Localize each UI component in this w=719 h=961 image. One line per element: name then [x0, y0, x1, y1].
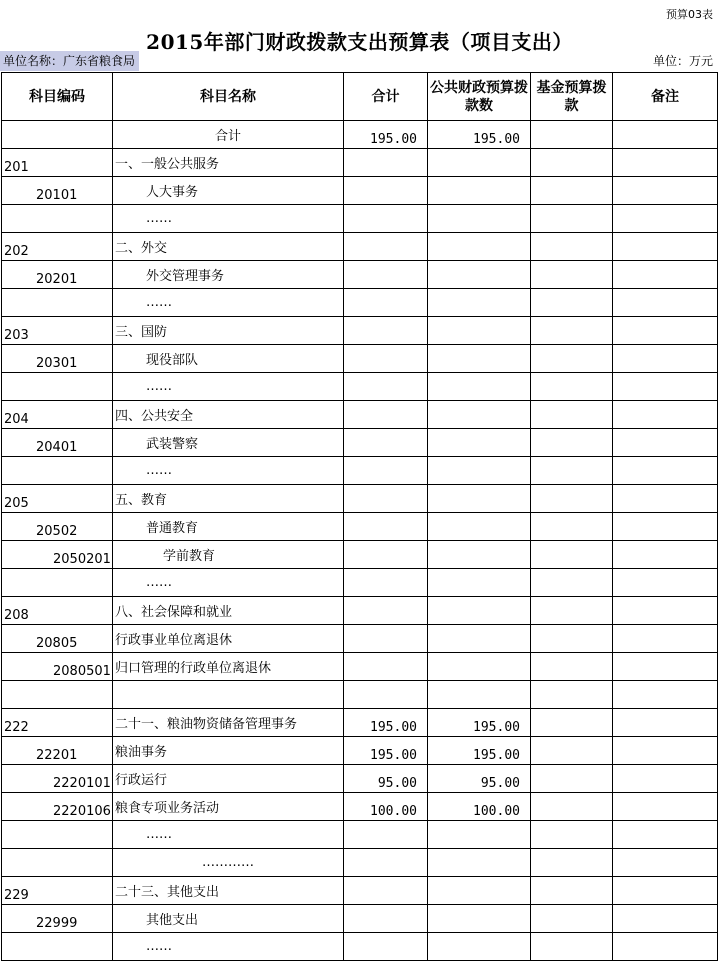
row-note-cell — [613, 681, 718, 709]
row-code-cell: 20301 — [2, 345, 113, 373]
row-code-cell: 222 — [2, 709, 113, 737]
row-total-cell — [344, 877, 428, 905]
row-public-cell — [428, 457, 531, 485]
row-name-cell: …… — [113, 205, 344, 233]
row-total-cell: 195.00 — [344, 121, 428, 149]
row-public-cell — [428, 429, 531, 457]
row-fund-cell — [531, 905, 613, 933]
table-row — [2, 317, 718, 345]
row-note-cell — [613, 261, 718, 289]
row-name-cell: …… — [113, 373, 344, 401]
row-public-cell — [428, 317, 531, 345]
row-public-cell — [428, 485, 531, 513]
row-total-cell — [344, 569, 428, 597]
table-row — [2, 177, 718, 205]
row-fund-cell — [531, 261, 613, 289]
unit-name: 单位名称：广东省粮食局 — [0, 51, 139, 71]
row-code-cell: 208 — [2, 597, 113, 625]
row-total-cell — [344, 653, 428, 681]
row-name-cell: 八、社会保障和就业 — [113, 597, 344, 625]
row-note-cell — [613, 625, 718, 653]
row-total-cell — [344, 541, 428, 569]
table-body — [2, 121, 718, 961]
row-name-cell: 行政运行 — [113, 765, 344, 793]
row-total-cell — [344, 401, 428, 429]
row-code-cell: 201 — [2, 149, 113, 177]
row-name-cell: 一、一般公共服务 — [113, 149, 344, 177]
row-name-cell: 二、外交 — [113, 233, 344, 261]
row-total-cell — [344, 625, 428, 653]
row-note-cell — [613, 233, 718, 261]
row-fund-cell — [531, 345, 613, 373]
row-note-cell — [613, 821, 718, 849]
row-public-cell — [428, 205, 531, 233]
row-code-cell: 203 — [2, 317, 113, 345]
table-row — [2, 289, 718, 317]
table-row — [2, 541, 718, 569]
row-name-cell: 行政事业单位离退休 — [113, 625, 344, 653]
row-note-cell — [613, 401, 718, 429]
row-total-cell — [344, 933, 428, 961]
row-name-cell — [113, 681, 344, 709]
row-note-cell — [613, 737, 718, 765]
row-total-cell — [344, 373, 428, 401]
header-name: 科目名称 — [113, 73, 344, 121]
row-total-cell — [344, 457, 428, 485]
row-fund-cell — [531, 709, 613, 737]
table-row — [2, 401, 718, 429]
row-note-cell — [613, 541, 718, 569]
row-fund-cell — [531, 289, 613, 317]
row-note-cell — [613, 569, 718, 597]
row-fund-cell — [531, 877, 613, 905]
row-total-cell — [344, 317, 428, 345]
row-note-cell — [613, 121, 718, 149]
row-note-cell — [613, 849, 718, 877]
row-code-cell: 2050201 — [2, 541, 113, 569]
row-code-cell — [2, 849, 113, 877]
row-code-cell: 229 — [2, 877, 113, 905]
row-total-cell — [344, 905, 428, 933]
row-public-cell: 195.00 — [428, 121, 531, 149]
row-public-cell — [428, 653, 531, 681]
row-fund-cell — [531, 317, 613, 345]
row-name-cell: …… — [113, 569, 344, 597]
row-note-cell — [613, 317, 718, 345]
table-row — [2, 793, 718, 821]
row-public-cell — [428, 877, 531, 905]
table-row — [2, 429, 718, 457]
row-code-cell: 205 — [2, 485, 113, 513]
row-public-cell — [428, 597, 531, 625]
row-public-cell — [428, 345, 531, 373]
row-public-cell — [428, 513, 531, 541]
row-total-cell — [344, 205, 428, 233]
row-note-cell — [613, 345, 718, 373]
row-public-cell — [428, 401, 531, 429]
row-code-cell — [2, 205, 113, 233]
table-row — [2, 485, 718, 513]
table-row — [2, 205, 718, 233]
row-public-cell — [428, 625, 531, 653]
form-number: 预算03表 — [666, 8, 713, 21]
row-name-cell: 三、国防 — [113, 317, 344, 345]
table-row — [2, 625, 718, 653]
row-fund-cell — [531, 681, 613, 709]
table-row — [2, 849, 718, 877]
row-name-cell: 五、教育 — [113, 485, 344, 513]
row-total-cell — [344, 289, 428, 317]
row-note-cell — [613, 793, 718, 821]
row-total-cell — [344, 261, 428, 289]
row-public-cell: 195.00 — [428, 709, 531, 737]
row-total-cell — [344, 681, 428, 709]
row-total-cell: 195.00 — [344, 709, 428, 737]
row-name-cell: 粮食专项业务活动 — [113, 793, 344, 821]
row-code-cell — [2, 457, 113, 485]
row-name-cell: 学前教育 — [113, 541, 344, 569]
row-public-cell — [428, 289, 531, 317]
row-name-cell: 粮油事务 — [113, 737, 344, 765]
row-code-cell: 204 — [2, 401, 113, 429]
row-fund-cell — [531, 653, 613, 681]
row-public-cell — [428, 261, 531, 289]
row-code-cell: 20502 — [2, 513, 113, 541]
row-note-cell — [613, 709, 718, 737]
table-row — [2, 149, 718, 177]
row-fund-cell — [531, 569, 613, 597]
row-fund-cell — [531, 233, 613, 261]
row-name-cell: 外交管理事务 — [113, 261, 344, 289]
table-row — [2, 905, 718, 933]
table-row — [2, 653, 718, 681]
row-note-cell — [613, 205, 718, 233]
row-note-cell — [613, 513, 718, 541]
row-fund-cell — [531, 401, 613, 429]
table-row — [2, 597, 718, 625]
row-public-cell: 95.00 — [428, 765, 531, 793]
row-name-cell: 现役部队 — [113, 345, 344, 373]
row-public-cell — [428, 821, 531, 849]
row-fund-cell — [531, 737, 613, 765]
row-total-cell — [344, 149, 428, 177]
row-code-cell: 20401 — [2, 429, 113, 457]
row-public-cell — [428, 681, 531, 709]
row-name-cell: 归口管理的行政单位离退休 — [113, 653, 344, 681]
row-total-cell: 195.00 — [344, 737, 428, 765]
row-public-cell — [428, 177, 531, 205]
row-total-cell — [344, 597, 428, 625]
header-code: 科目编码 — [2, 73, 113, 121]
header-note: 备注 — [613, 73, 718, 121]
row-name-cell: …… — [113, 457, 344, 485]
row-fund-cell — [531, 933, 613, 961]
row-fund-cell — [531, 373, 613, 401]
header-total: 合计 — [344, 73, 428, 121]
table-row — [2, 765, 718, 793]
page-title: 2015年部门财政拨款支出预算表（项目支出） — [146, 30, 573, 54]
row-note-cell — [613, 653, 718, 681]
row-code-cell: 22201 — [2, 737, 113, 765]
row-note-cell — [613, 597, 718, 625]
row-code-cell: 22999 — [2, 905, 113, 933]
table-row — [2, 709, 718, 737]
row-code-cell: 2220106 — [2, 793, 113, 821]
row-fund-cell — [531, 849, 613, 877]
row-fund-cell — [531, 149, 613, 177]
row-total-cell — [344, 485, 428, 513]
row-code-cell — [2, 569, 113, 597]
row-total-cell — [344, 233, 428, 261]
row-fund-cell — [531, 121, 613, 149]
row-fund-cell — [531, 205, 613, 233]
row-note-cell — [613, 485, 718, 513]
row-public-cell — [428, 905, 531, 933]
row-public-cell — [428, 373, 531, 401]
row-total-cell — [344, 429, 428, 457]
table-row — [2, 345, 718, 373]
row-note-cell — [613, 177, 718, 205]
row-name-cell: 四、公共安全 — [113, 401, 344, 429]
row-note-cell — [613, 933, 718, 961]
row-public-cell — [428, 849, 531, 877]
table-row — [2, 261, 718, 289]
row-note-cell — [613, 149, 718, 177]
row-name-cell: …… — [113, 821, 344, 849]
row-code-cell — [2, 289, 113, 317]
row-fund-cell — [531, 429, 613, 457]
row-name-cell: 合计 — [113, 121, 344, 149]
row-public-cell — [428, 233, 531, 261]
row-name-cell: 人大事务 — [113, 177, 344, 205]
unit-measure: 单位：万元 — [652, 54, 713, 68]
table-row — [2, 233, 718, 261]
table-row — [2, 737, 718, 765]
row-fund-cell — [531, 597, 613, 625]
row-code-cell: 20805 — [2, 625, 113, 653]
row-fund-cell — [531, 541, 613, 569]
row-name-cell: ………… — [113, 849, 344, 877]
table-row — [2, 933, 718, 961]
row-fund-cell — [531, 513, 613, 541]
table-row — [2, 373, 718, 401]
row-total-cell: 100.00 — [344, 793, 428, 821]
row-name-cell: 武装警察 — [113, 429, 344, 457]
row-note-cell — [613, 457, 718, 485]
table-row — [2, 569, 718, 597]
row-total-cell: 95.00 — [344, 765, 428, 793]
row-code-cell: 20201 — [2, 261, 113, 289]
row-name-cell: …… — [113, 289, 344, 317]
row-code-cell: 2080501 — [2, 653, 113, 681]
row-code-cell — [2, 933, 113, 961]
table-row — [2, 877, 718, 905]
row-public-cell: 195.00 — [428, 737, 531, 765]
budget-table — [1, 72, 718, 961]
table-row — [2, 457, 718, 485]
row-code-cell: 20101 — [2, 177, 113, 205]
row-public-cell — [428, 933, 531, 961]
header-fund-budget: 基金预算拨款 — [531, 73, 613, 121]
row-fund-cell — [531, 457, 613, 485]
table-row — [2, 681, 718, 709]
table-row — [2, 513, 718, 541]
row-code-cell — [2, 681, 113, 709]
row-name-cell: 普通教育 — [113, 513, 344, 541]
row-fund-cell — [531, 793, 613, 821]
row-public-cell: 100.00 — [428, 793, 531, 821]
row-code-cell — [2, 821, 113, 849]
row-total-cell — [344, 345, 428, 373]
row-total-cell — [344, 821, 428, 849]
row-note-cell — [613, 429, 718, 457]
row-fund-cell — [531, 821, 613, 849]
row-name-cell: …… — [113, 933, 344, 961]
row-note-cell — [613, 905, 718, 933]
row-public-cell — [428, 569, 531, 597]
row-total-cell — [344, 177, 428, 205]
table-row — [2, 121, 718, 149]
row-note-cell — [613, 765, 718, 793]
row-note-cell — [613, 289, 718, 317]
row-code-cell — [2, 373, 113, 401]
row-code-cell: 2220101 — [2, 765, 113, 793]
row-fund-cell — [531, 765, 613, 793]
row-fund-cell — [531, 177, 613, 205]
row-public-cell — [428, 149, 531, 177]
row-name-cell: 其他支出 — [113, 905, 344, 933]
row-note-cell — [613, 877, 718, 905]
row-total-cell — [344, 513, 428, 541]
row-total-cell — [344, 849, 428, 877]
table-header-row — [2, 73, 718, 121]
row-fund-cell — [531, 625, 613, 653]
unit-info-row — [0, 51, 719, 71]
header-public-budget: 公共财政预算拨款数 — [428, 73, 531, 121]
row-name-cell: 二十三、其他支出 — [113, 877, 344, 905]
row-code-cell — [2, 121, 113, 149]
row-name-cell: 二十一、粮油物资储备管理事务 — [113, 709, 344, 737]
row-note-cell — [613, 373, 718, 401]
table-row — [2, 821, 718, 849]
row-public-cell — [428, 541, 531, 569]
row-code-cell: 202 — [2, 233, 113, 261]
row-fund-cell — [531, 485, 613, 513]
